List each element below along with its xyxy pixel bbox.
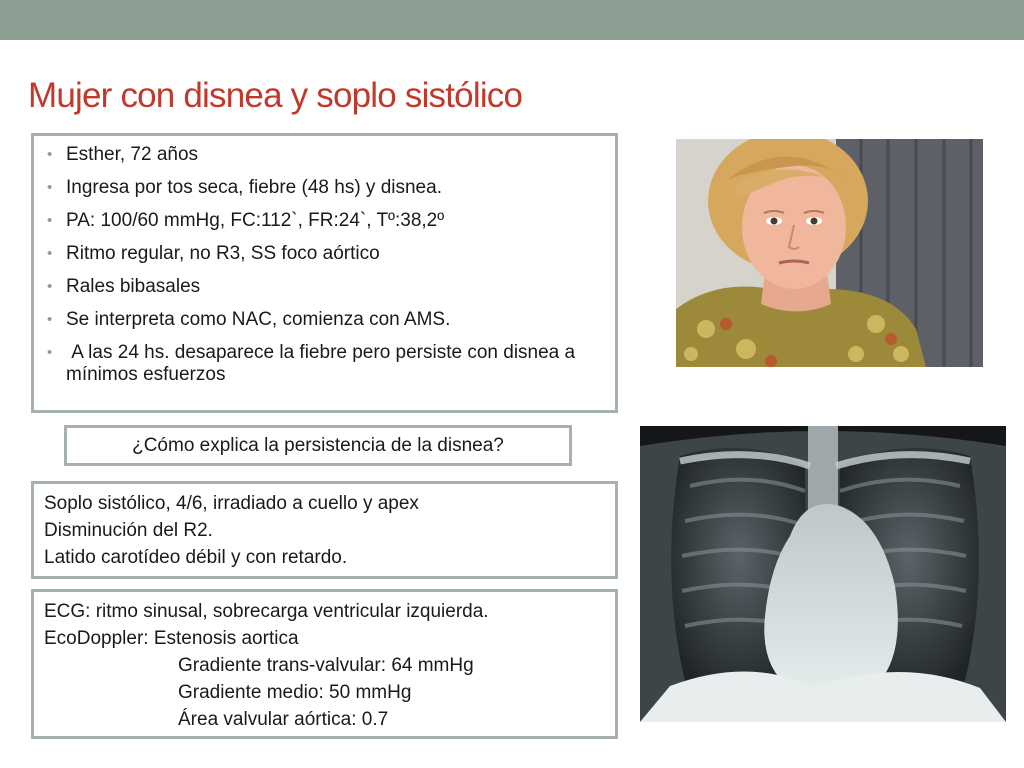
history-item [44, 243, 605, 265]
chest-xray-image [640, 426, 1006, 722]
history-item-text: Esther, 72 años [66, 144, 199, 165]
history-item [44, 276, 605, 298]
results-line: EcoDoppler: Estenosis aortica [44, 628, 299, 649]
slide-title: Mujer con disnea y soplo sistólico [28, 76, 523, 115]
history-item [44, 309, 605, 331]
results-detail-line: Gradiente trans-valvular: 64 mmHg [178, 655, 474, 676]
results-box [31, 589, 618, 739]
bullet-icon: • [47, 146, 53, 163]
history-item-text: Ingresa por tos seca, fiebre (48 hs) y disnea. [66, 177, 442, 198]
top-bar [0, 0, 1024, 40]
bullet-icon: • [47, 344, 53, 361]
question-text: ¿Cómo explica la persistencia de la disnea? [132, 435, 504, 456]
chest-xray-graphic [640, 426, 1006, 722]
bullet-icon: • [47, 179, 53, 196]
history-item [44, 144, 605, 166]
exam-line: Latido carotídeo débil y con retardo. [44, 547, 348, 568]
history-box [31, 133, 618, 413]
patient-portrait-image [676, 139, 983, 367]
bullet-icon: • [47, 212, 53, 229]
exam-line: Disminución del R2. [44, 520, 213, 541]
exam-line: Soplo sistólico, 4/6, irradiado a cuello y apex [44, 493, 419, 514]
history-item-text: PA: 100/60 mmHg, FC:112`, FR:24`, Tº:38,2º [66, 210, 445, 231]
results-detail-line: Área valvular aórtica: 0.7 [178, 709, 389, 730]
bullet-icon: • [47, 245, 53, 262]
history-item [44, 177, 605, 199]
exam-box [31, 481, 618, 579]
history-item-text: A las 24 hs. desaparece la fiebre pero persiste con disnea a mínimos esfuerzos [66, 342, 581, 385]
bullet-icon: • [47, 311, 53, 328]
history-item [44, 210, 605, 232]
history-item-text: Rales bibasales [66, 276, 201, 297]
history-list [44, 144, 605, 386]
question-box [64, 425, 572, 466]
patient-photo [676, 139, 983, 367]
history-item-text: Se interpreta como NAC, comienza con AMS. [66, 309, 451, 330]
bullet-icon: • [47, 278, 53, 295]
results-line: ECG: ritmo sinusal, sobrecarga ventricular izquierda. [44, 601, 489, 622]
history-item-text: Ritmo regular, no R3, SS foco aórtico [66, 243, 380, 264]
results-detail-line: Gradiente medio: 50 mmHg [178, 682, 412, 703]
history-item [44, 342, 605, 386]
